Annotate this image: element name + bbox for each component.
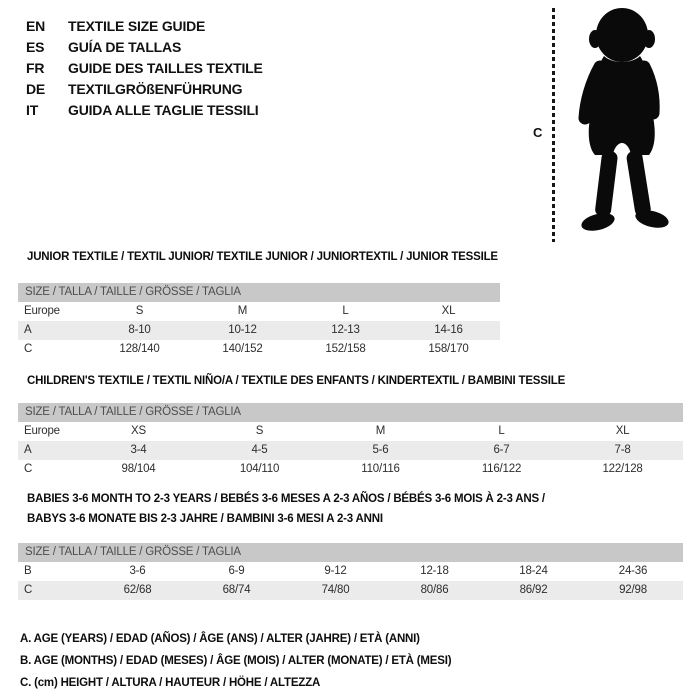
table-row — [18, 562, 683, 581]
section-heading-babies — [27, 489, 545, 529]
size-value: 4-5 — [199, 441, 320, 460]
row-label: A — [18, 321, 88, 340]
table-row — [18, 321, 500, 340]
size-table-babies — [18, 543, 683, 600]
size-value: 152/158 — [325, 343, 366, 355]
footnotes — [20, 628, 451, 694]
table-header-row — [18, 283, 500, 302]
size-value: 68/74 — [187, 581, 286, 600]
language-code: ES — [26, 38, 45, 55]
size-value: 12-18 — [420, 565, 449, 577]
size-value: 9-12 — [324, 565, 347, 577]
height-measure-label: C — [533, 125, 543, 140]
size-value: XL — [615, 425, 630, 437]
size-value: 110/116 — [361, 463, 400, 475]
size-value: 14-16 — [397, 321, 500, 340]
size-value: L — [498, 425, 505, 437]
size-value: 92/98 — [583, 581, 683, 600]
table-row — [18, 340, 500, 359]
size-value: 158/170 — [428, 343, 469, 355]
size-value: 12-13 — [294, 321, 397, 340]
size-value: 62/68 — [88, 581, 187, 600]
size-value: 3-6 — [129, 565, 146, 577]
baby-silhouette-image — [560, 6, 680, 242]
size-value: 116/122 — [481, 463, 522, 475]
size-value: 74/80 — [286, 581, 385, 600]
table-row — [18, 460, 683, 479]
language-code: IT — [26, 101, 39, 118]
size-value: 86/92 — [484, 581, 583, 600]
language-title: TEXTILGRÖßENFÜHRUNG — [68, 80, 243, 97]
language-title: GUÍA DE TALLAS — [68, 38, 182, 55]
table-header: SIZE / TALLA / TAILLE / GRÖSSE / TAGLIA — [18, 403, 683, 422]
size-value: 18-24 — [519, 565, 548, 577]
language-item — [26, 99, 263, 120]
size-value: 104/110 — [239, 463, 280, 475]
table-header-row — [18, 543, 683, 562]
size-value: 8-10 — [88, 321, 191, 340]
size-value: 6-9 — [228, 565, 245, 577]
table-header-row — [18, 403, 683, 422]
section-heading-children: CHILDREN'S TEXTILE / TEXTIL NIÑO/A / TEXTILE DES ENFANTS / KINDERTEXTIL / BAMBINI TESSILE — [27, 375, 566, 387]
size-value: M — [237, 305, 248, 317]
size-table-junior — [18, 283, 500, 359]
size-value: 98/104 — [121, 463, 156, 475]
footnote-a: A. AGE (YEARS) / EDAD (AÑOS) / ÂGE (ANS) / ALTER (JAHRE) / ETÀ (ANNI) — [20, 633, 420, 645]
row-label: C — [18, 581, 88, 600]
size-value: 140/152 — [222, 343, 263, 355]
language-code: FR — [26, 59, 45, 76]
language-list — [26, 15, 263, 120]
language-code: DE — [26, 80, 46, 97]
table-header: SIZE / TALLA / TAILLE / GRÖSSE / TAGLIA — [18, 543, 683, 562]
row-label: B — [24, 565, 32, 577]
size-value: XL — [441, 305, 456, 317]
footnote-c: C. (cm) HEIGHT / ALTURA / HAUTEUR / HÖHE / ALTEZZA — [20, 677, 321, 689]
table-row — [18, 581, 683, 600]
size-value: 80/86 — [385, 581, 484, 600]
language-item — [26, 78, 263, 99]
size-value: 24-36 — [618, 565, 648, 577]
size-value: 5-6 — [320, 441, 441, 460]
size-value: 7-8 — [562, 441, 683, 460]
section-heading-junior: JUNIOR TEXTILE / TEXTIL JUNIOR/ TEXTILE JUNIOR / JUNIORTEXTIL / JUNIOR TESSILE — [27, 251, 498, 263]
table-header: SIZE / TALLA / TAILLE / GRÖSSE / TAGLIA — [18, 283, 500, 302]
size-table-children — [18, 403, 683, 479]
size-value: 128/140 — [119, 343, 160, 355]
language-item — [26, 36, 263, 57]
row-label: Europe — [24, 425, 60, 437]
language-item — [26, 57, 263, 78]
row-label: A — [18, 441, 78, 460]
size-value: M — [375, 425, 386, 437]
language-title: TEXTILE SIZE GUIDE — [68, 17, 206, 34]
row-label: Europe — [24, 305, 60, 317]
section-heading-line: BABYS 3-6 MONATE BIS 2-3 JAHRE / BAMBINI 3-6 MESI A 2-3 ANNI — [27, 513, 383, 525]
language-title: GUIDA ALLE TAGLIE TESSILI — [68, 101, 259, 118]
size-value: XS — [131, 425, 146, 437]
row-label: C — [24, 463, 33, 475]
table-row — [18, 302, 500, 321]
size-value: L — [342, 305, 349, 317]
size-value: 6-7 — [441, 441, 562, 460]
size-value: 10-12 — [191, 321, 294, 340]
size-value: 3-4 — [78, 441, 199, 460]
row-label: C — [24, 343, 33, 355]
size-value: S — [255, 425, 264, 437]
size-value: S — [135, 305, 144, 317]
height-measure-line — [552, 8, 555, 242]
language-item — [26, 15, 263, 36]
table-row — [18, 441, 683, 460]
size-value: 122/128 — [602, 463, 643, 475]
section-heading-line: BABIES 3-6 MONTH TO 2-3 YEARS / BEBÉS 3-6 MESES A 2-3 AÑOS / BÉBÉS 3-6 MOIS À 2-3 ANS / — [27, 493, 545, 505]
language-code: EN — [26, 17, 46, 34]
table-row — [18, 422, 683, 441]
language-title: GUIDE DES TAILLES TEXTILE — [68, 59, 263, 76]
footnote-b: B. AGE (MONTHS) / EDAD (MESES) / ÂGE (MOIS) / ALTER (MONATE) / ETÀ (MESI) — [20, 655, 452, 667]
